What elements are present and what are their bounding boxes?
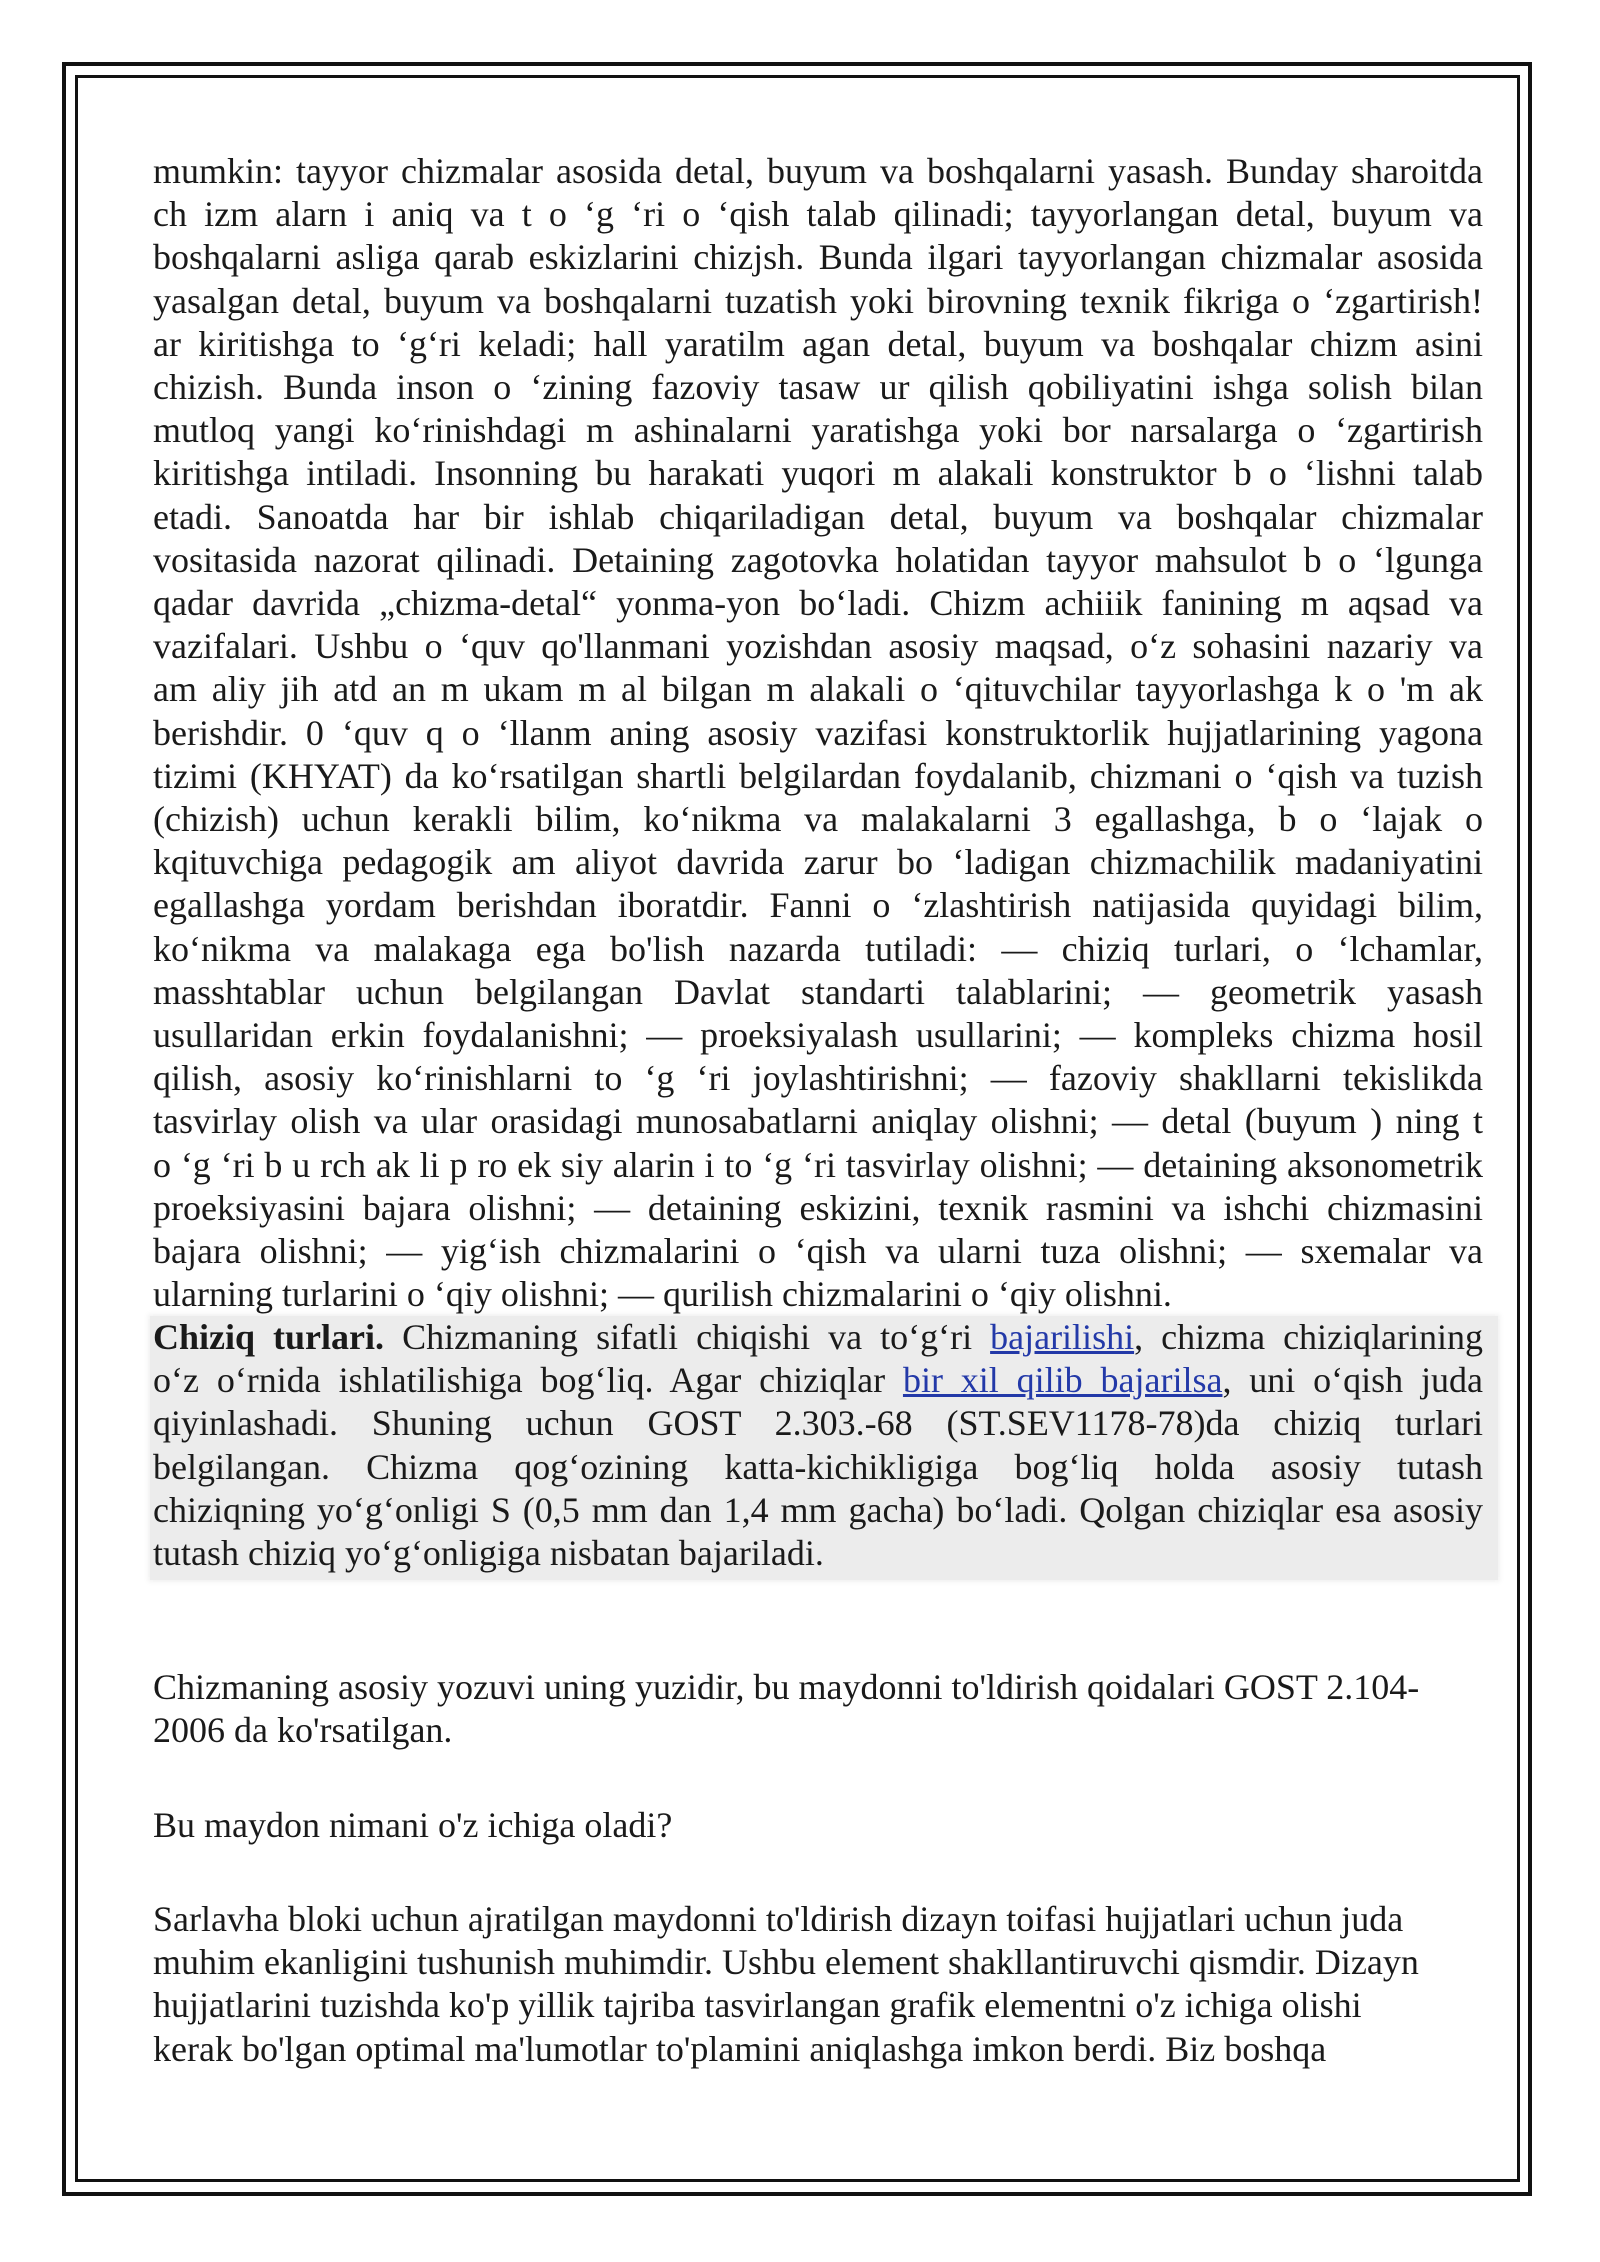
text-line: am aliy jih atd an m ukam m al bilgan m alakali o ‘qituvchilar tayyorlashga k o 'm ak (153, 669, 1483, 710)
text-line: egallashga yordam berishdan iboratdir. Fanni o ‘zlashtirish natijasida quyidagi bilim, (153, 885, 1483, 926)
text-line: Sarlavha bloki uchun ajratilgan maydonni to'ldirish dizayn toifasi hujjatlari uchun juda (153, 1899, 1404, 1939)
link-bajarilishi[interactable]: bajarilishi (990, 1317, 1135, 1357)
text-line: mutloq yangi ko‘rinishdagi m ashinalarni yaratishga yoki bor narsalarga o ‘zgartirish (153, 410, 1483, 451)
text-line: tizimi (KHYAT) da ko‘rsatilgan shartli belgilardan foydalanib, chizmani o ‘qish va tuzish (153, 755, 1483, 796)
text-line: usullaridan erkin foydalanishni; — proeksiyalash usullarini; — kompleks chizma hosil (153, 1015, 1483, 1056)
text-segment: o‘z o‘rnida ishlatilishiga bog‘liq. Agar chiziqlar (153, 1360, 886, 1401)
text-line: masshtablar uchun belgilangan Davlat standarti talablarini; — geometrik yasash (153, 971, 1483, 1012)
text-line: tasvirlay olish va ular orasidagi munosabatlarni aniqlay olishni; — detal (buyum ) ning t (153, 1101, 1483, 1142)
paragraph-5 (153, 1898, 1483, 2071)
text-line: kqituvchiga pedagogik am aliyot davrida zarur bo ‘ladigan chizmachilik madaniyatini (153, 842, 1483, 883)
text-line: mumkin: tayyor chizmalar asosida detal, buyum va boshqalarni yasash. Bunday sharoitda (153, 151, 1483, 191)
text-line: proeksiyasini bajara olishni; — detaining eskizini, texnik rasmini va ishchi chizmasini (153, 1187, 1483, 1228)
paragraph-3 (153, 1666, 1483, 1752)
text-line: hujjatlarini tuzishda ko'p yillik tajriba tasvirlangan grafik elementni o'z ichiga olishi (153, 1985, 1362, 2026)
section-heading: Chiziq turlari. (153, 1317, 385, 1357)
text-line: ularning turlarini o ‘qiy olishni; — qurilish chizmalarini o ‘qiy olishni. (153, 1274, 1172, 1315)
link-bir-xil-qilib-bajarilsa[interactable]: bir xil qilib bajarilsa (902, 1360, 1223, 1401)
text-line: boshqalarni asliga qarab eskizlarini chizjsh. Bunda ilgari tayyorlangan chizmalar asosida (153, 237, 1483, 278)
text-line: 2006 da ko'rsatilgan. (153, 1710, 453, 1751)
text-line: berishdir. 0 ‘quv q o ‘llanm aning asosiy vazifasi konstruktorlik hujjatlarining yagona (153, 712, 1483, 753)
paragraph-1 (153, 150, 1483, 1316)
text-line: Bu maydon nimani o'z ichiga oladi? (153, 1805, 673, 1845)
text-line: kerak bo'lgan optimal ma'lumotlar to'plamini aniqlashga imkon berdi. Biz boshqa (153, 2028, 1327, 2069)
paragraph-4 (153, 1804, 1483, 1847)
text-line (153, 1316, 1483, 1359)
text-line: bajara olishni; — yig‘ish chizmalarini o ‘qish va ularni tuza olishni; — sxemalar va (153, 1231, 1483, 1272)
text-line: yasalgan detal, buyum va boshqalarni tuzatish yoki birovning texnik fikriga o ‘zgartirish! (153, 280, 1483, 321)
text-line: (chizish) uchun kerakli bilim, ko‘nikma va malakalarni 3 egallashga, b o ‘lajak o (153, 799, 1483, 840)
text-line: ko‘nikma va malakaga ega bo'lish nazarda tutiladi: — chiziq turlari, o ‘lchamlar, (153, 928, 1483, 969)
text-line: ch izm alarn i aniq va t o ‘g ‘ri o ‘qish talab qilinadi; tayyorlangan detal, buyum va (153, 194, 1483, 235)
text-line: chiziqning yo‘g‘onligi S (0,5 mm dan 1,4 mm gacha) bo‘ladi. Qolgan chiziqlar esa asosiy (153, 1489, 1483, 1530)
text-line: vositasida nazorat qilinadi. Detaining zagotovka holatidan tayyor mahsulot b o ‘lgunga (153, 539, 1483, 580)
text-segment: Chizmaning sifatli chiqishi va to‘g‘ri (402, 1317, 973, 1357)
text-line: Chizmaning asosiy yozuvi uning yuzidir, bu maydonni to'ldirish qoidalari GOST 2.104- (153, 1667, 1420, 1707)
text-segment: , chizma chiziqlarining (1134, 1317, 1484, 1357)
text-line: chizish. Bunda inson o ‘zining fazoviy tasaw ur qilish qobiliyatini ishga solish bilan (153, 367, 1483, 408)
text-line: qiyinlashadi. Shuning uchun GOST 2.303.-68 (ST.SEV1178-78)da chiziq turlari (153, 1403, 1483, 1444)
text-segment: , uni o‘qish juda (1222, 1360, 1483, 1401)
text-line: muhim ekanligini tushunish muhimdir. Ushbu element shakllantiruvchi qismdir. Dizayn (153, 1942, 1419, 1983)
text-line: belgilangan. Chizma qog‘ozining katta-kichikligiga bog‘liq holda asosiy tutash (153, 1446, 1483, 1487)
text-line: qilish, asosiy ko‘rinishlarni to ‘g ‘ri joylashtirishni; — fazoviy shakllarni tekislikda (153, 1058, 1483, 1099)
text-line: ar kiritishga to ‘g‘ri keladi; hall yaratilm agan detal, buyum va boshqalar chizm asini (153, 323, 1483, 364)
text-line: qadar davrida „chizma-detal“ yonma-yon bo‘ladi. Chizm achiiik fanining m aqsad va (153, 583, 1483, 624)
text-line: vazifalari. Ushbu o ‘quv qo'llanmani yozishdan asosiy maqsad, o‘z sohasini nazariy va (153, 626, 1483, 667)
text-line (153, 1359, 1483, 1402)
paragraph-line-types (153, 1316, 1483, 1575)
text-line: tutash chiziq yo‘g‘onligiga nisbatan bajariladi. (153, 1533, 824, 1574)
text-line: etadi. Sanoatda har bir ishlab chiqariladigan detal, buyum va boshqalar chizmalar (153, 496, 1483, 537)
text-line: kiritishga intiladi. Insonning bu harakati yuqori m alakali konstruktor b o ‘lishni talab (153, 453, 1483, 494)
text-line: o ‘g ‘ri b u rch ak li p ro ek siy alarin i to ‘g ‘ri tasvirlay olishni; — detaining aksonometrik (153, 1144, 1483, 1185)
